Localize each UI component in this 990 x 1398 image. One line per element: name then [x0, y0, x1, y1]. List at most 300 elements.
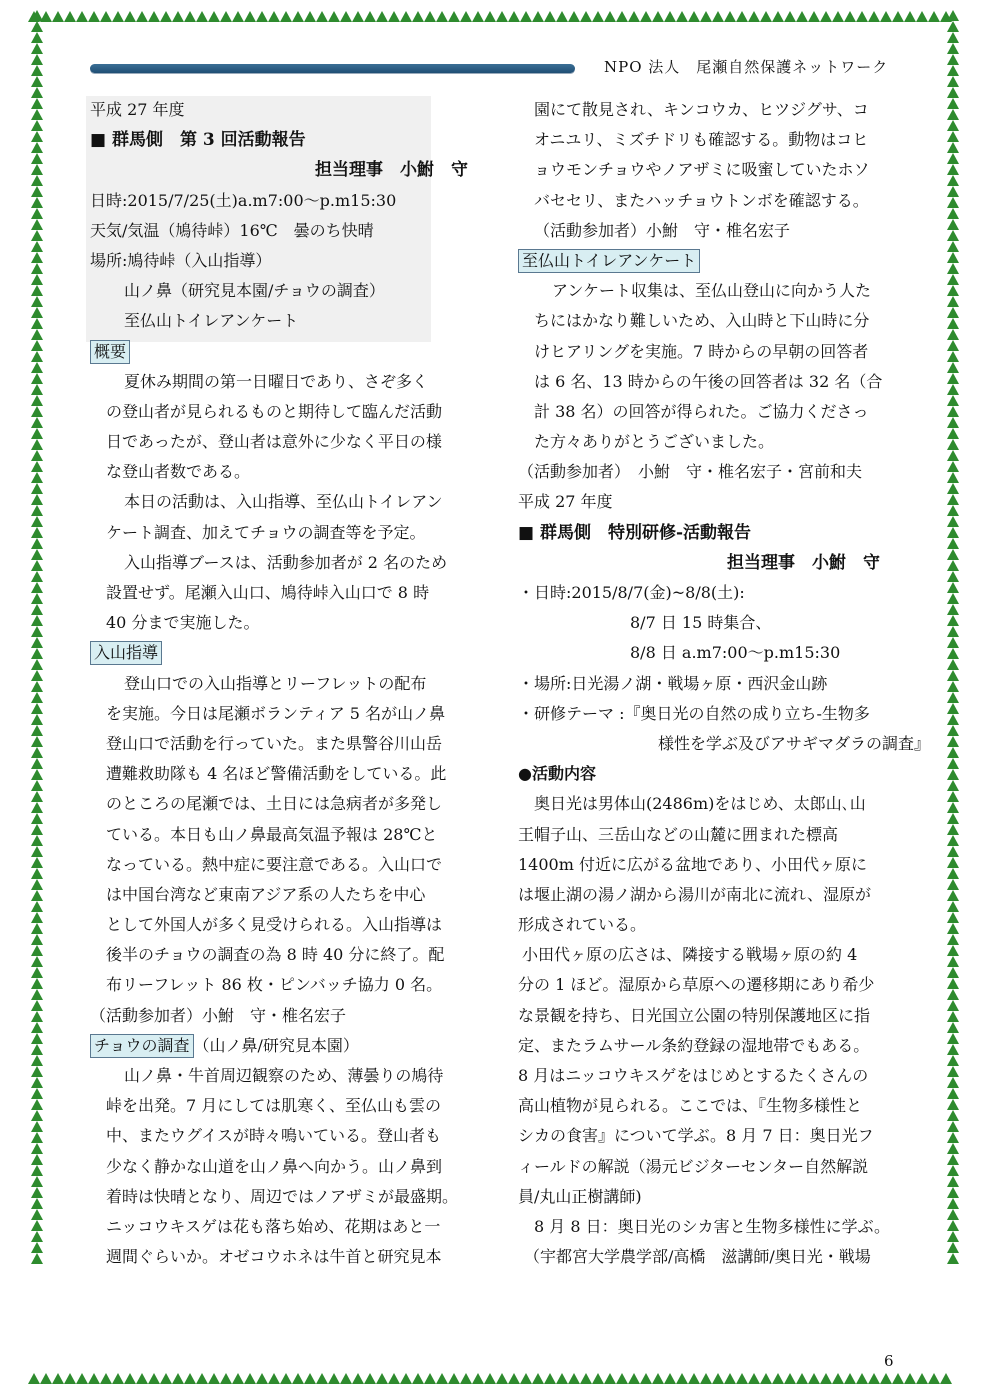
tree-icon: [688, 1373, 700, 1384]
tree-icon: [947, 428, 959, 439]
tree-icon: [31, 197, 43, 208]
tree-icon: [31, 549, 43, 560]
tree-icon: [31, 846, 43, 857]
tree-icon: [64, 11, 76, 22]
top-tree-border: [28, 10, 958, 24]
tree-icon: [31, 1055, 43, 1066]
tree-icon: [947, 923, 959, 934]
tree-icon: [292, 1373, 304, 1384]
body-line: た方々ありがとうございました。: [534, 432, 775, 452]
tree-icon: [31, 54, 43, 65]
tree-icon: [947, 450, 959, 461]
date-line: 日時:2015/7/25(土)a.m7:00～p.m15:30: [90, 190, 397, 210]
tree-icon: [31, 769, 43, 780]
tree-icon: [400, 11, 412, 22]
section-tag-butterfly: チョウの調査: [90, 1034, 194, 1058]
body-line: 遭難救助隊も 4 名ほど警備活動をしている。此: [106, 764, 447, 784]
tree-icon: [424, 11, 436, 22]
tree-icon: [947, 241, 959, 252]
tree-icon: [556, 11, 568, 22]
tree-icon: [947, 384, 959, 395]
tree-icon: [592, 1373, 604, 1384]
tree-icon: [616, 1373, 628, 1384]
tree-icon: [947, 329, 959, 340]
tree-icon: [31, 340, 43, 351]
body-line: ている。本日も山ノ鼻最高気温予報は 28℃と: [106, 824, 438, 844]
body-line: を実施。今日は尾瀬ボランティア 5 名が山ノ鼻: [106, 703, 446, 723]
body-line: 日であったが、登山者は意外に少なく平日の様: [106, 432, 442, 452]
tree-icon: [31, 98, 43, 109]
tree-icon: [148, 11, 160, 22]
body-line: 高山植物が見られる。ここでは、『生物多様性と: [518, 1096, 863, 1116]
tree-icon: [31, 32, 43, 43]
body-line: な登山者数である。: [106, 462, 251, 482]
tree-icon: [31, 296, 43, 307]
tree-icon: [31, 582, 43, 593]
tree-icon: [484, 11, 496, 22]
body-line: として外国人が多く見受けられる。入山指導は: [106, 915, 443, 935]
tree-icon: [124, 11, 136, 22]
tree-icon: [31, 120, 43, 131]
tree-icon: [947, 197, 959, 208]
tree-icon: [196, 11, 208, 22]
tree-icon: [947, 681, 959, 692]
tree-icon: [508, 11, 520, 22]
tree-icon: [31, 978, 43, 989]
tree-icon: [784, 11, 796, 22]
tree-icon: [947, 967, 959, 978]
tree-icon: [244, 1373, 256, 1384]
tree-icon: [31, 450, 43, 461]
tree-icon: [100, 1373, 112, 1384]
tree-icon: [892, 1373, 904, 1384]
tree-icon: [947, 670, 959, 681]
body-line: 1400m 付近に広がる盆地であり、小田代ヶ原に: [518, 854, 867, 874]
left-tree-border: [30, 10, 44, 1386]
tree-icon: [947, 208, 959, 219]
body-line: ィールドの解説（湯元ビジターセンター自然解説: [518, 1156, 869, 1176]
tree-icon: [947, 87, 959, 98]
section-tag-overview: 概要: [90, 340, 130, 364]
tree-icon: [31, 527, 43, 538]
tree-icon: [947, 109, 959, 120]
tree-icon: [947, 571, 959, 582]
body-line: 設置せず。尾瀬入山口、鳩待峠入山口で 8 時: [106, 583, 430, 602]
tree-icon: [947, 1220, 959, 1231]
body-line: シカの食害』について学ぶ。8 月 7 日：奥日光フ: [518, 1126, 874, 1146]
tree-icon: [947, 21, 959, 32]
tree-icon: [928, 11, 940, 22]
tree-icon: [136, 1373, 148, 1384]
report-title: ■ 群馬側 第 3 回活動報告: [90, 130, 306, 151]
tree-icon: [31, 10, 43, 21]
tree-icon: [31, 637, 43, 648]
tree-icon: [31, 263, 43, 274]
tree-icon: [724, 11, 736, 22]
tree-icon: [916, 11, 928, 22]
tree-icon: [352, 1373, 364, 1384]
tree-icon: [796, 11, 808, 22]
tree-icon: [31, 923, 43, 934]
tree-icon: [436, 1373, 448, 1384]
tree-icon: [724, 1373, 736, 1384]
right-column: [518, 95, 931, 1272]
tree-icon: [947, 483, 959, 494]
tree-icon: [947, 1253, 959, 1264]
tree-icon: [947, 538, 959, 549]
tree-icon: [947, 285, 959, 296]
tree-icon: [328, 1373, 340, 1384]
tree-icon: [568, 1373, 580, 1384]
tree-icon: [947, 1242, 959, 1253]
tree-icon: [760, 11, 772, 22]
tree-icon: [904, 1373, 916, 1384]
tree-icon: [892, 11, 904, 22]
tree-icon: [947, 593, 959, 604]
tree-icon: [947, 98, 959, 109]
tree-icon: [31, 934, 43, 945]
body-line: オニユリ、ミズチドリも確認する。動物はコヒ: [534, 130, 869, 150]
tree-icon: [340, 1373, 352, 1384]
tree-icon: [664, 11, 676, 22]
tree-icon: [640, 1373, 652, 1384]
body-line: 分の 1 ほど。湿原から草原への遷移期にあり希少: [518, 975, 875, 995]
tree-icon: [31, 1110, 43, 1121]
tree-icon: [31, 406, 43, 417]
tree-icon: [628, 1373, 640, 1384]
tree-icon: [947, 626, 959, 637]
tree-icon: [947, 1198, 959, 1209]
tree-icon: [700, 1373, 712, 1384]
tree-icon: [748, 11, 760, 22]
place-line: 場所:鳩待峠（入山指導）: [90, 250, 272, 270]
tree-icon: [460, 11, 472, 22]
tree-icon: [268, 1373, 280, 1384]
tree-icon: [947, 659, 959, 670]
tree-icon: [31, 648, 43, 659]
tree-icon: [947, 219, 959, 230]
tree-icon: [604, 1373, 616, 1384]
page-number: 6: [884, 1352, 894, 1370]
tree-icon: [947, 637, 959, 648]
body-line: は中国台湾など東南アジア系の人たちを中心: [106, 884, 426, 904]
tree-icon: [947, 54, 959, 65]
tree-icon: [31, 571, 43, 582]
body-line: なっている。熱中症に要注意である。入山口で: [106, 854, 443, 874]
tree-icon: [947, 1066, 959, 1077]
tree-icon: [220, 11, 232, 22]
body-line: 8 月 8 日：奥日光のシカ害と生物多様性に学ぶ。: [534, 1216, 890, 1236]
tree-icon: [947, 846, 959, 857]
body-line: 登山口での入山指導とリーフレットの配布: [124, 673, 427, 693]
tree-icon: [736, 1373, 748, 1384]
tree-icon: [316, 11, 328, 22]
tree-icon: [947, 252, 959, 263]
section-subtitle: （山ノ鼻/研究見本園）: [193, 1035, 359, 1055]
tree-icon: [31, 604, 43, 615]
tree-icon: [947, 703, 959, 714]
tree-icon: [947, 769, 959, 780]
tree-icon: [31, 505, 43, 516]
tree-icon: [31, 76, 43, 87]
tree-icon: [31, 802, 43, 813]
tree-icon: [640, 11, 652, 22]
tree-icon: [947, 32, 959, 43]
tree-icon: [652, 11, 664, 22]
tree-icon: [31, 428, 43, 439]
body-line: 奥日光は男体山(2486m)をはじめ、太郎山､山: [534, 794, 866, 814]
body-line: 定、またラムサール条約登録の湿地帯でもある。: [518, 1035, 870, 1055]
body-line: アンケート収集は、至仏山登山に向かう人た: [552, 281, 872, 301]
tree-icon: [136, 11, 148, 22]
tree-icon: [947, 648, 959, 659]
tree-icon: [947, 417, 959, 428]
tree-icon: [947, 164, 959, 175]
tree-icon: [947, 76, 959, 87]
tree-icon: [31, 252, 43, 263]
body-line: 中、またウグイスが時々鳴いている。登山者も: [106, 1126, 442, 1146]
tree-icon: [712, 1373, 724, 1384]
tree-icon: [736, 11, 748, 22]
tree-icon: [100, 11, 112, 22]
tree-icon: [31, 483, 43, 494]
tree-icon: [947, 318, 959, 329]
tree-icon: [460, 1373, 472, 1384]
tree-icon: [304, 11, 316, 22]
tree-icon: [947, 1022, 959, 1033]
tree-icon: [947, 230, 959, 241]
tree-icon: [232, 1373, 244, 1384]
date-line-2: 8/7 日 15 時集合、: [630, 613, 772, 633]
report-author: 担当理事 小鮒 守: [315, 160, 468, 181]
tree-icon: [947, 1165, 959, 1176]
tree-icon: [652, 1373, 664, 1384]
body-line: ニッコウキスゲは花も落ち始め、花期はあと一: [106, 1216, 441, 1236]
tree-icon: [947, 890, 959, 901]
tree-icon: [31, 1176, 43, 1187]
tree-icon: [947, 10, 959, 21]
place-line-2: 山ノ鼻（研究見本園/チョウの調査）: [124, 281, 385, 301]
tree-icon: [52, 1373, 64, 1384]
participants-line: （活動参加者）小鮒 守・椎名宏子: [90, 1005, 347, 1025]
date-line: ・日時:2015/8/7(金)~8/8(土):: [518, 583, 745, 602]
tree-icon: [947, 956, 959, 967]
tree-icon: [31, 1220, 43, 1231]
tree-icon: [448, 11, 460, 22]
tree-icon: [256, 11, 268, 22]
tree-icon: [947, 1088, 959, 1099]
tree-icon: [947, 714, 959, 725]
tree-icon: [244, 11, 256, 22]
fiscal-year: 平成 27 年度: [90, 100, 185, 119]
body-line: 登山口で活動を行っていた。また県警谷川山岳: [106, 733, 443, 753]
date-line-3: 8/8 日 a.m7:00～p.m15:30: [630, 643, 841, 663]
tree-icon: [412, 1373, 424, 1384]
tree-icon: [947, 912, 959, 923]
tree-icon: [31, 329, 43, 340]
tree-icon: [436, 11, 448, 22]
body-line: のところの尾瀬では、土日には急病者が多発し: [106, 794, 443, 814]
tree-icon: [340, 11, 352, 22]
tree-icon: [112, 11, 124, 22]
tree-icon: [947, 43, 959, 54]
tree-icon: [31, 692, 43, 703]
tree-icon: [947, 153, 959, 164]
tree-icon: [31, 1066, 43, 1077]
tree-icon: [31, 560, 43, 571]
tree-icon: [364, 1373, 376, 1384]
body-line: （宇都宮大学農学部/高橋 滋講師/奥日光・戦場: [524, 1247, 871, 1267]
section-tag-guidance: 入山指導: [90, 641, 162, 665]
tree-icon: [31, 516, 43, 527]
tree-icon: [31, 912, 43, 923]
tree-icon: [832, 11, 844, 22]
body-line: 峠を出発。7 月にしては肌寒く、至仏山も雲の: [106, 1096, 441, 1116]
tree-icon: [556, 1373, 568, 1384]
tree-icon: [31, 1154, 43, 1165]
tree-icon: [496, 1373, 508, 1384]
header-bar: [90, 64, 575, 73]
tree-icon: [31, 87, 43, 98]
tree-icon: [31, 1209, 43, 1220]
tree-icon: [31, 186, 43, 197]
tree-icon: [268, 11, 280, 22]
tree-icon: [220, 1373, 232, 1384]
tree-icon: [508, 1373, 520, 1384]
body-line: の登山者が見られるものと期待して臨んだ活動: [106, 401, 443, 421]
tree-icon: [31, 901, 43, 912]
tree-icon: [832, 1373, 844, 1384]
tree-icon: [947, 307, 959, 318]
tree-icon: [947, 120, 959, 131]
tree-icon: [856, 1373, 868, 1384]
tree-icon: [31, 758, 43, 769]
tree-icon: [424, 1373, 436, 1384]
tree-icon: [31, 615, 43, 626]
tree-icon: [880, 11, 892, 22]
body-line: 計 38 名）の回答が得られた。ご協力くださっ: [534, 401, 869, 421]
tree-icon: [31, 1165, 43, 1176]
tree-icon: [580, 11, 592, 22]
place-line: ・場所:日光湯ノ湖・戦場ヶ原・西沢金山跡: [518, 673, 828, 693]
body-line: 本日の活動は、入山指導、至仏山トイレアン: [124, 492, 443, 512]
tree-icon: [31, 736, 43, 747]
tree-icon: [31, 318, 43, 329]
tree-icon: [31, 1011, 43, 1022]
tree-icon: [947, 1132, 959, 1143]
tree-icon: [868, 1373, 880, 1384]
tree-icon: [947, 1055, 959, 1066]
tree-icon: [947, 1176, 959, 1187]
body-line: 入山指導ブースは、活動参加者が 2 名のため: [124, 552, 448, 572]
tree-icon: [844, 1373, 856, 1384]
tree-icon: [947, 1044, 959, 1055]
tree-icon: [31, 21, 43, 32]
tree-icon: [328, 11, 340, 22]
tree-icon: [496, 11, 508, 22]
tree-icon: [947, 439, 959, 450]
body-line: ョウモンチョウやノアザミに吸蜜していたホソ: [534, 160, 870, 180]
tree-icon: [196, 1373, 208, 1384]
body-line: 40 分まで実施した。: [106, 613, 260, 633]
tree-icon: [388, 11, 400, 22]
tree-icon: [31, 835, 43, 846]
tree-icon: [947, 65, 959, 76]
tree-icon: [808, 11, 820, 22]
tree-icon: [947, 1187, 959, 1198]
tree-icon: [712, 11, 724, 22]
tree-icon: [947, 1209, 959, 1220]
tree-icon: [31, 384, 43, 395]
tree-icon: [184, 1373, 196, 1384]
tree-icon: [947, 791, 959, 802]
tree-icon: [484, 1373, 496, 1384]
theme-line-2: 様性を学ぶ及びアサギマダラの調査』: [658, 733, 931, 753]
tree-icon: [947, 373, 959, 384]
body-line: 週間ぐらいか。オゼコウホネは牛首と研究見本: [106, 1247, 442, 1267]
tree-icon: [31, 142, 43, 153]
tree-icon: [616, 11, 628, 22]
tree-icon: [172, 11, 184, 22]
tree-icon: [947, 802, 959, 813]
tree-icon: [947, 362, 959, 373]
tree-icon: [947, 175, 959, 186]
body-line: 小田代ヶ原の広さは、隣接する戦場ヶ原の約 4: [522, 945, 858, 965]
tree-icon: [31, 890, 43, 901]
tree-icon: [31, 417, 43, 428]
tree-icon: [947, 857, 959, 868]
report-title: ■ 群馬側 特別研修-活動報告: [518, 522, 752, 543]
tree-icon: [947, 1099, 959, 1110]
tree-icon: [400, 1373, 412, 1384]
tree-icon: [388, 1373, 400, 1384]
tree-icon: [31, 395, 43, 406]
tree-icon: [31, 868, 43, 879]
tree-icon: [31, 230, 43, 241]
tree-icon: [31, 670, 43, 681]
tree-icon: [88, 11, 100, 22]
tree-icon: [947, 1154, 959, 1165]
tree-icon: [947, 549, 959, 560]
body-line: 園にて散見され、キンコウカ、ヒツジグサ、コ: [534, 100, 869, 119]
tree-icon: [947, 1121, 959, 1132]
tree-icon: [947, 406, 959, 417]
tree-icon: [947, 274, 959, 285]
body-line: 形成されている。: [518, 915, 647, 935]
body-line: 布リーフレット 86 枚・ピンバッチ協力 0 名。: [106, 975, 443, 995]
tree-icon: [31, 956, 43, 967]
tree-icon: [160, 1373, 172, 1384]
tree-icon: [947, 989, 959, 1000]
tree-icon: [947, 582, 959, 593]
body-line: バセセリ、またハッチョウトンボを確認する。: [534, 190, 869, 210]
tree-icon: [31, 241, 43, 252]
tree-icon: [280, 11, 292, 22]
body-line: 王帽子山、三岳山などの山麓に囲まれた標高: [518, 824, 839, 844]
tree-icon: [256, 1373, 268, 1384]
tree-icon: [31, 747, 43, 758]
place-line-3: 至仏山トイレアンケート: [124, 311, 299, 331]
tree-icon: [88, 1373, 100, 1384]
tree-icon: [947, 1033, 959, 1044]
tree-icon: [947, 296, 959, 307]
tree-icon: [31, 461, 43, 472]
tree-icon: [568, 11, 580, 22]
right-tree-border: [946, 10, 960, 1386]
tree-icon: [748, 1373, 760, 1384]
tree-icon: [31, 1253, 43, 1264]
tree-icon: [592, 11, 604, 22]
